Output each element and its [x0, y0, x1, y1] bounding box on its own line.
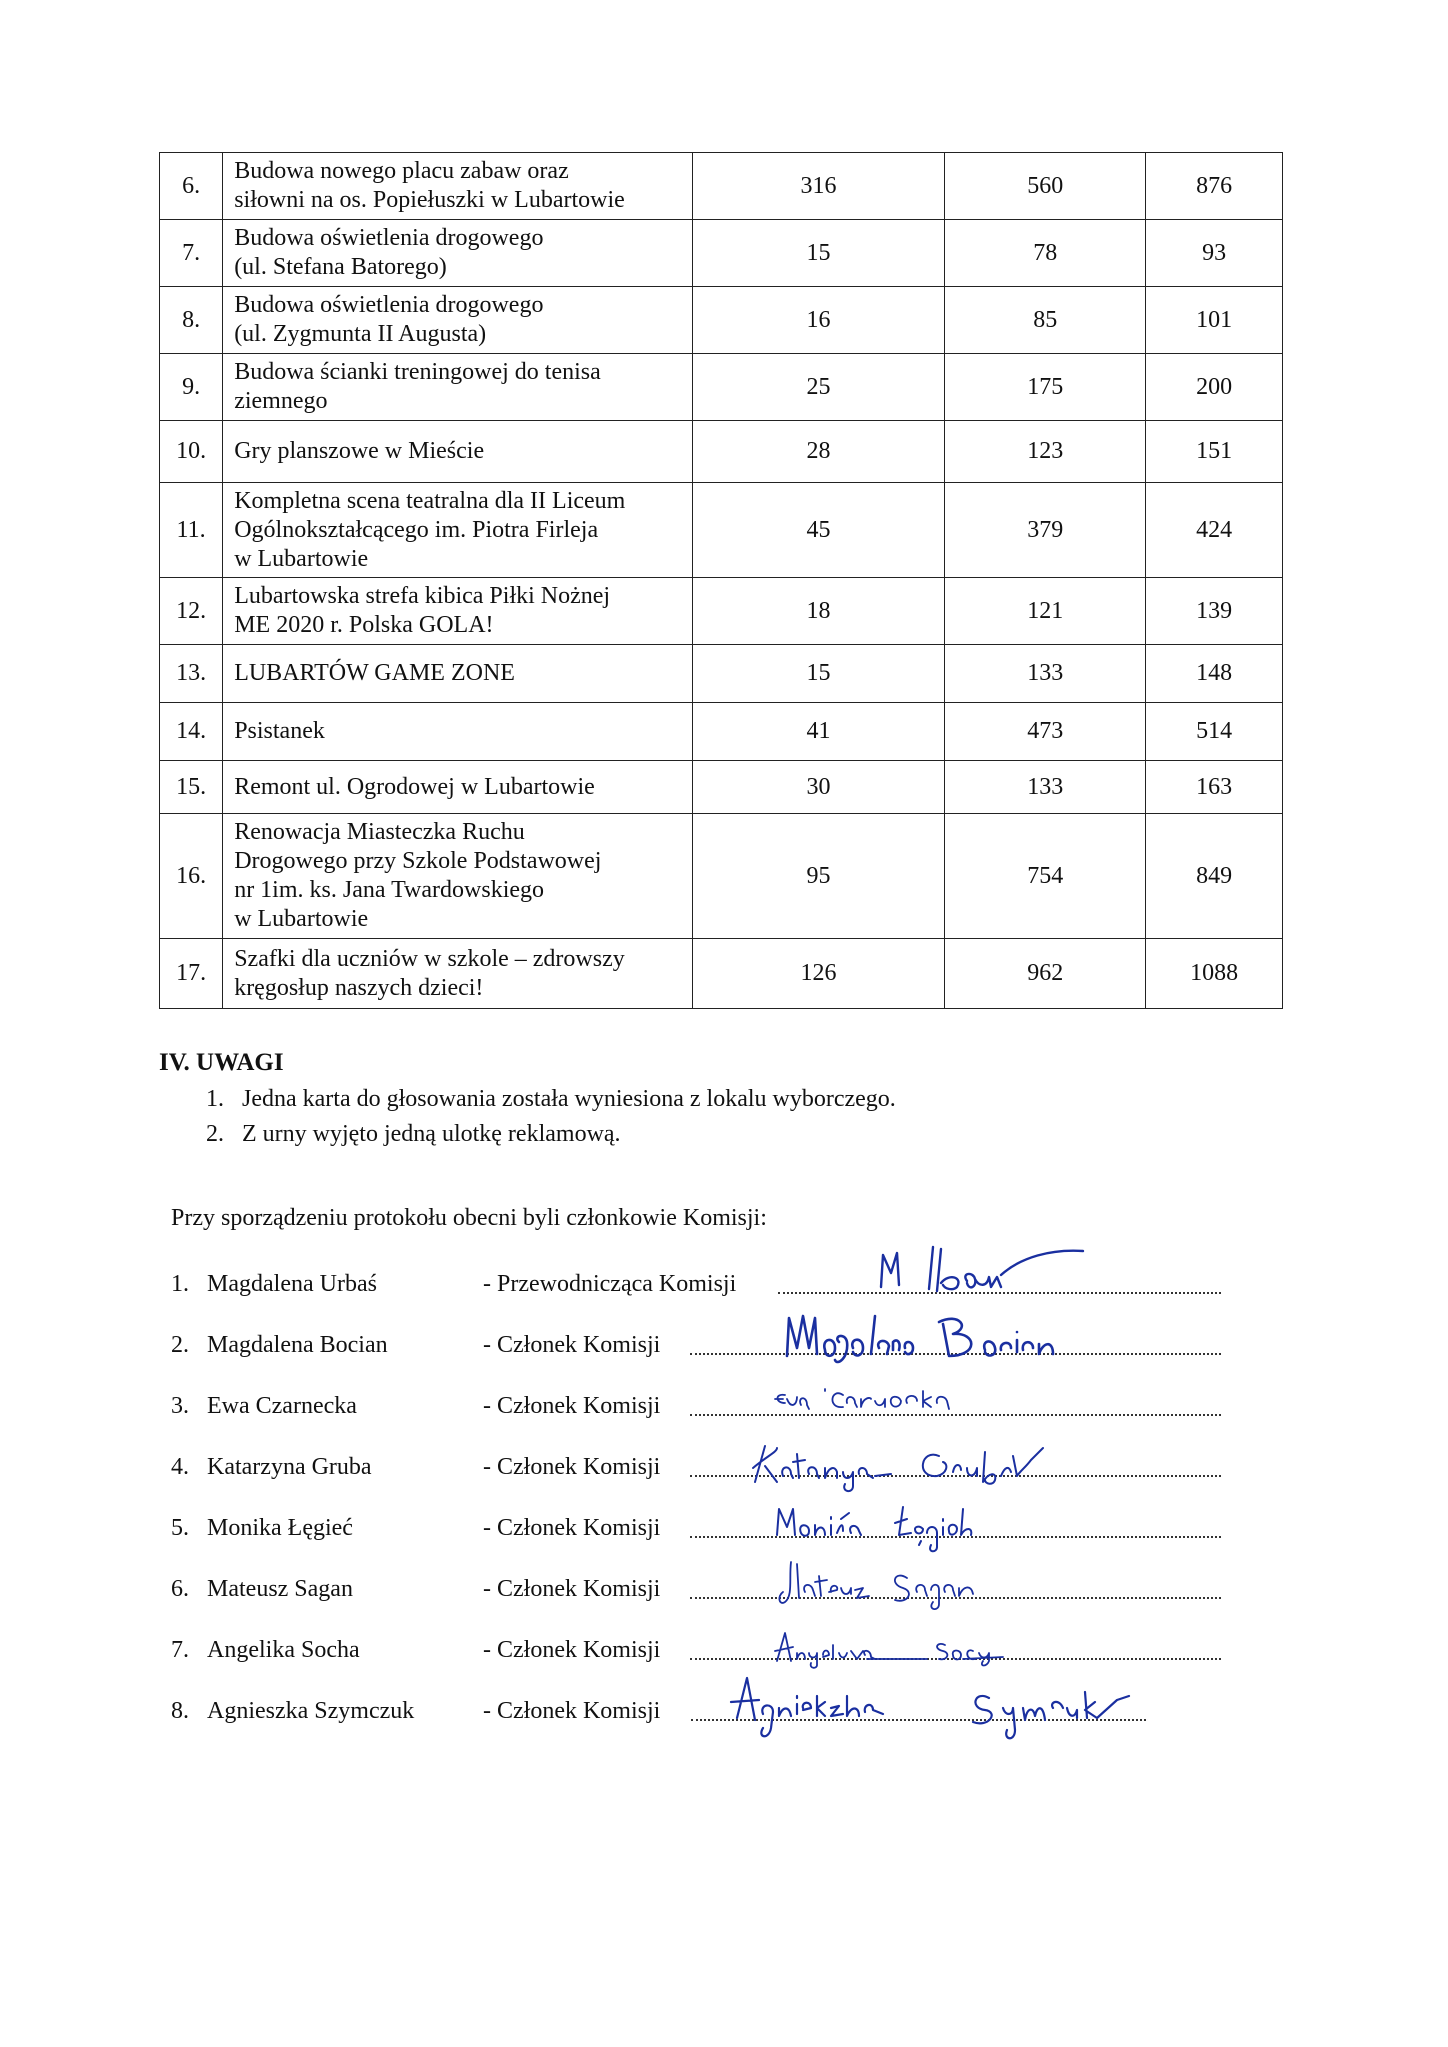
signature-image — [777, 1552, 997, 1614]
project-name — [223, 220, 693, 287]
table-row — [160, 153, 1283, 220]
project-name-line: Renowacja Miasteczka Ruchu — [234, 819, 525, 845]
votes-column-2: 78 — [945, 220, 1146, 287]
votes-column-2: 560 — [945, 153, 1146, 220]
signature-image — [767, 1381, 997, 1421]
votes-column-1: 25 — [692, 354, 945, 421]
signature-image — [781, 1302, 1071, 1366]
member-row — [171, 1499, 1221, 1560]
table-row — [160, 354, 1283, 421]
project-name-line: Drogowego przy Szkole Podstawowej — [234, 848, 602, 874]
project-name — [223, 354, 693, 421]
table-row — [160, 421, 1283, 483]
project-name-line: (ul. Stefana Batorego) — [234, 254, 447, 280]
table-row — [160, 287, 1283, 354]
project-name-line: w Lubartowie — [234, 545, 369, 572]
row-number: 17. — [160, 939, 223, 1009]
project-name-line: ziemnego — [234, 388, 328, 414]
member-role: - Członek Komisji — [483, 1515, 661, 1541]
member-name: Magdalena Bocian — [207, 1332, 388, 1358]
results-table — [159, 152, 1283, 1009]
results-table-body — [160, 153, 1283, 1009]
signature-image — [871, 1233, 1131, 1303]
member-name: Magdalena Urbaś — [207, 1271, 377, 1297]
row-number: 7. — [160, 220, 223, 287]
project-name-line: Budowa ścianki treningowej do tenisa — [234, 359, 601, 385]
votes-total: 148 — [1146, 645, 1283, 703]
project-name-line: (ul. Zygmunta II Augusta) — [234, 321, 487, 347]
commission-members — [171, 1255, 1221, 1743]
member-role: - Członek Komisji — [483, 1698, 661, 1724]
votes-total: 849 — [1146, 814, 1283, 939]
votes-total: 514 — [1146, 703, 1283, 761]
project-name — [223, 814, 693, 939]
member-role: - Członek Komisji — [483, 1454, 661, 1480]
table-row — [160, 939, 1283, 1009]
signature-image — [767, 1495, 997, 1555]
row-number: 12. — [160, 578, 223, 645]
project-name-line: Budowa oświetlenia drogowego — [234, 292, 544, 318]
row-number: 16. — [160, 814, 223, 939]
project-name-line: Gry planszowe w Mieście — [234, 438, 485, 464]
member-role: - Członek Komisji — [483, 1576, 661, 1602]
votes-column-2: 133 — [945, 761, 1146, 814]
member-number: 5. — [171, 1515, 189, 1541]
votes-column-2: 962 — [945, 939, 1146, 1009]
member-number: 1. — [171, 1271, 189, 1297]
votes-column-2: 175 — [945, 354, 1146, 421]
table-row — [160, 220, 1283, 287]
member-name: Angelika Socha — [207, 1637, 360, 1663]
row-number: 10. — [160, 421, 223, 483]
project-name — [223, 939, 693, 1009]
member-number: 4. — [171, 1454, 189, 1480]
project-name-line: Budowa nowego placu zabaw oraz — [234, 158, 569, 184]
project-name-line: Remont ul. Ogrodowej w Lubartowie — [234, 773, 595, 800]
row-number: 13. — [160, 645, 223, 703]
member-row — [171, 1377, 1221, 1438]
table-row — [160, 761, 1283, 814]
votes-column-1: 316 — [692, 153, 945, 220]
uwagi-item-number: 2. — [206, 1121, 224, 1147]
votes-total: 163 — [1146, 761, 1283, 814]
project-name-line: LUBARTÓW GAME ZONE — [234, 660, 515, 686]
member-row — [171, 1316, 1221, 1377]
votes-column-1: 18 — [692, 578, 945, 645]
project-name-line: w Lubartowie — [234, 906, 369, 932]
member-row — [171, 1682, 1221, 1743]
project-name-line: Szafki dla uczniów w szkole – zdrowszy — [234, 945, 625, 972]
member-number: 7. — [171, 1637, 189, 1663]
project-name-line: Lubartowska strefa kibica Piłki Nożnej — [234, 583, 611, 609]
project-name — [223, 421, 693, 483]
votes-column-1: 30 — [692, 761, 945, 814]
project-name — [223, 578, 693, 645]
votes-column-2: 85 — [945, 287, 1146, 354]
project-name-line: kręgosłup naszych dzieci! — [234, 974, 484, 1001]
uwagi-item — [206, 1117, 896, 1152]
votes-column-2: 121 — [945, 578, 1146, 645]
votes-column-1: 15 — [692, 645, 945, 703]
uwagi-item-number: 1. — [206, 1086, 224, 1112]
project-name-line: Psistanek — [234, 718, 325, 744]
signature-image — [727, 1668, 1197, 1744]
project-name-line: nr 1im. ks. Jana Twardowskiego — [234, 877, 545, 903]
row-number: 8. — [160, 287, 223, 354]
project-name — [223, 153, 693, 220]
votes-column-1: 28 — [692, 421, 945, 483]
row-number: 14. — [160, 703, 223, 761]
table-row — [160, 578, 1283, 645]
uwagi-item — [206, 1082, 896, 1117]
votes-column-1: 15 — [692, 220, 945, 287]
signature-image — [743, 1432, 1063, 1492]
votes-column-2: 754 — [945, 814, 1146, 939]
commission-intro: Przy sporządzeniu protokołu obecni byli członkowie Komisji: — [171, 1205, 767, 1231]
member-row — [171, 1438, 1221, 1499]
project-name-line: Kompletna scena teatralna dla II Liceum — [234, 487, 626, 514]
member-name: Ewa Czarnecka — [207, 1393, 357, 1419]
member-row — [171, 1560, 1221, 1621]
project-name-line: ME 2020 r. Polska GOLA! — [234, 612, 494, 638]
row-number: 9. — [160, 354, 223, 421]
member-name: Mateusz Sagan — [207, 1576, 353, 1602]
votes-column-1: 16 — [692, 287, 945, 354]
uwagi-item-text: Z urny wyjęto jedną ulotkę reklamową. — [242, 1121, 621, 1147]
member-role: - Członek Komisji — [483, 1332, 661, 1358]
project-name — [223, 761, 693, 814]
votes-total: 1088 — [1146, 939, 1283, 1009]
member-role: - Członek Komisji — [483, 1637, 661, 1663]
votes-total: 424 — [1146, 483, 1283, 578]
votes-total: 101 — [1146, 287, 1283, 354]
project-name-line: siłowni na os. Popiełuszki w Lubartowie — [234, 187, 625, 213]
row-number: 6. — [160, 153, 223, 220]
uwagi-heading: IV. UWAGI — [159, 1049, 284, 1076]
votes-column-2: 473 — [945, 703, 1146, 761]
project-name-line: Budowa oświetlenia drogowego — [234, 225, 544, 251]
votes-total: 151 — [1146, 421, 1283, 483]
member-number: 8. — [171, 1698, 189, 1724]
row-number: 15. — [160, 761, 223, 814]
project-name — [223, 645, 693, 703]
project-name — [223, 287, 693, 354]
table-row — [160, 814, 1283, 939]
votes-total: 139 — [1146, 578, 1283, 645]
signature-image — [767, 1625, 1007, 1669]
project-name — [223, 483, 693, 578]
member-name: Monika Łęgieć — [207, 1515, 353, 1541]
member-number: 6. — [171, 1576, 189, 1602]
votes-total: 876 — [1146, 153, 1283, 220]
votes-column-2: 379 — [945, 483, 1146, 578]
project-name-line: Ogólnokształcącego im. Piotra Firleja — [234, 516, 599, 543]
uwagi-item-text: Jedna karta do głosowania została wyniesiona z lokalu wyborczego. — [242, 1086, 896, 1112]
member-role: - Przewodnicząca Komisji — [483, 1271, 737, 1297]
project-name — [223, 703, 693, 761]
votes-column-1: 126 — [692, 939, 945, 1009]
row-number: 11. — [160, 483, 223, 578]
votes-column-1: 45 — [692, 483, 945, 578]
member-role: - Członek Komisji — [483, 1393, 661, 1419]
votes-column-1: 41 — [692, 703, 945, 761]
uwagi-list — [206, 1082, 896, 1152]
member-name: Agnieszka Szymczuk — [207, 1698, 415, 1724]
member-name: Katarzyna Gruba — [207, 1454, 372, 1480]
member-number: 3. — [171, 1393, 189, 1419]
table-row — [160, 703, 1283, 761]
votes-total: 93 — [1146, 220, 1283, 287]
votes-column-2: 133 — [945, 645, 1146, 703]
votes-total: 200 — [1146, 354, 1283, 421]
table-row — [160, 483, 1283, 578]
table-row — [160, 645, 1283, 703]
votes-column-2: 123 — [945, 421, 1146, 483]
member-number: 2. — [171, 1332, 189, 1358]
votes-column-1: 95 — [692, 814, 945, 939]
